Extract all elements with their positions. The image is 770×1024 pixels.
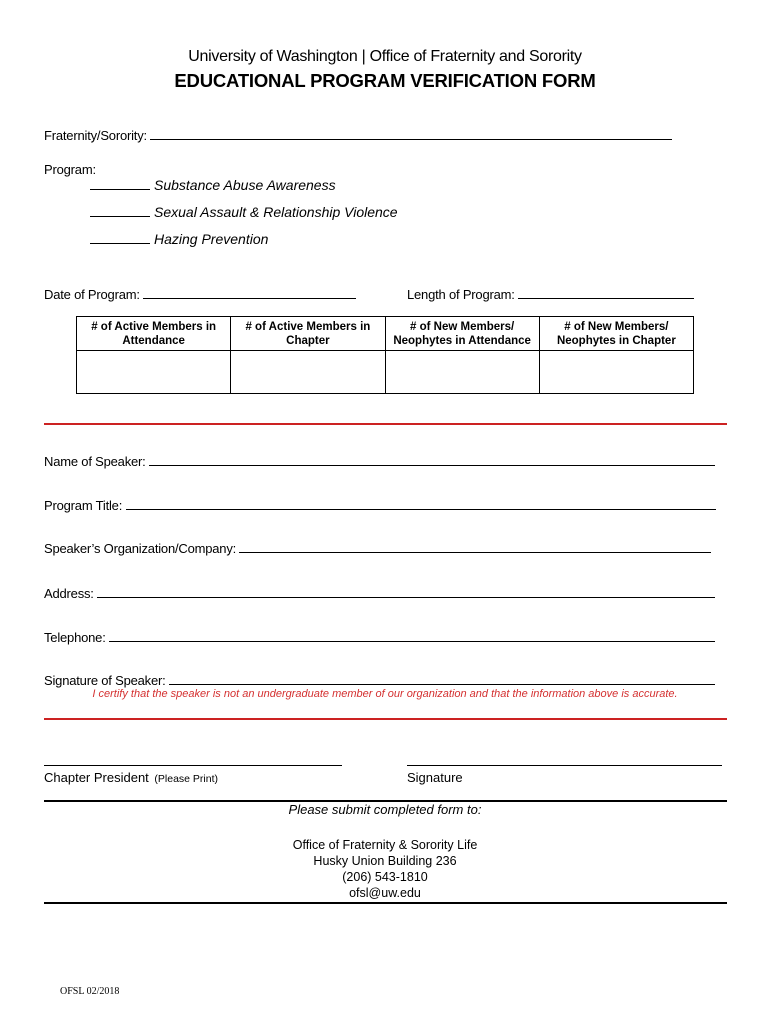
cell-new-attendance[interactable] bbox=[385, 351, 539, 394]
speaker-org-label: Speaker’s Organization/Company: bbox=[44, 541, 237, 556]
president-caption bbox=[44, 770, 218, 785]
office-email[interactable]: ofsl@uw.edu bbox=[349, 886, 421, 900]
address-label: Address: bbox=[44, 586, 94, 601]
president-signature-line[interactable] bbox=[407, 765, 722, 766]
table-row bbox=[77, 351, 694, 394]
form-title: EDUCATIONAL PROGRAM VERIFICATION FORM bbox=[174, 70, 596, 91]
office-name: Office of Fraternity & Sorority Life bbox=[292, 838, 478, 852]
col-new-attendance: # of New Members/ Neophytes in Attendance bbox=[385, 317, 539, 351]
program-option-label: Hazing Prevention bbox=[154, 231, 269, 247]
speaker-name-field[interactable] bbox=[44, 454, 715, 469]
program-option-label: Substance Abuse Awareness bbox=[154, 177, 336, 193]
form-version: OFSL 02/2018 bbox=[60, 986, 120, 997]
program-check-line[interactable] bbox=[90, 242, 150, 244]
program-title-label: Program Title: bbox=[44, 498, 123, 513]
attendance-table bbox=[76, 316, 694, 394]
cell-active-attendance[interactable] bbox=[77, 351, 231, 394]
table-header-row bbox=[77, 317, 694, 351]
address-field[interactable] bbox=[44, 586, 715, 601]
address-line[interactable] bbox=[97, 596, 715, 598]
speaker-org-line[interactable] bbox=[239, 551, 711, 553]
president-name-line[interactable] bbox=[44, 765, 342, 766]
fraternity-label: Fraternity/Sorority: bbox=[44, 128, 147, 143]
certify-statement: I certify that the speaker is not an undergraduate member of our organization and that the information above is accurate. bbox=[92, 688, 678, 700]
program-option-assault[interactable] bbox=[90, 204, 398, 220]
speaker-name-label: Name of Speaker: bbox=[44, 454, 146, 469]
speaker-signature-line[interactable] bbox=[169, 683, 715, 685]
telephone-line[interactable] bbox=[109, 640, 715, 642]
office-building: Husky Union Building 236 bbox=[313, 854, 457, 868]
submit-bottom-rule bbox=[44, 902, 727, 904]
program-check-line[interactable] bbox=[90, 215, 150, 217]
program-title-field[interactable] bbox=[44, 498, 716, 513]
section-divider bbox=[44, 423, 727, 425]
date-label: Date of Program: bbox=[44, 287, 140, 302]
president-note: (Please Print) bbox=[154, 773, 219, 785]
office-phone: (206) 543-1810 bbox=[342, 870, 428, 884]
telephone-label: Telephone: bbox=[44, 630, 106, 645]
program-option-hazing[interactable] bbox=[90, 231, 268, 247]
section-divider bbox=[44, 718, 727, 720]
speaker-name-line[interactable] bbox=[149, 464, 715, 466]
col-new-chapter: # of New Members/ Neophytes in Chapter bbox=[539, 317, 693, 351]
col-active-chapter: # of Active Members in Chapter bbox=[231, 317, 385, 351]
program-option-label: Sexual Assault & Relationship Violence bbox=[154, 204, 398, 220]
program-label: Program: bbox=[44, 162, 96, 177]
date-field[interactable] bbox=[44, 287, 356, 302]
speaker-signature-field[interactable] bbox=[44, 673, 715, 688]
telephone-field[interactable] bbox=[44, 630, 715, 645]
program-title-line[interactable] bbox=[126, 508, 716, 510]
president-label: Chapter President bbox=[44, 770, 149, 785]
cell-active-chapter[interactable] bbox=[231, 351, 385, 394]
signature-caption: Signature bbox=[407, 770, 463, 785]
length-line[interactable] bbox=[518, 297, 694, 299]
fraternity-field[interactable] bbox=[44, 128, 672, 143]
col-active-attendance: # of Active Members in Attendance bbox=[77, 317, 231, 351]
header-org: University of Washington | Office of Fraternity and Sorority bbox=[188, 48, 582, 65]
date-line[interactable] bbox=[143, 297, 356, 299]
cell-new-chapter[interactable] bbox=[539, 351, 693, 394]
speaker-signature-label: Signature of Speaker: bbox=[44, 673, 166, 688]
length-field[interactable] bbox=[407, 287, 694, 302]
fraternity-line[interactable] bbox=[150, 138, 672, 140]
program-option-substance[interactable] bbox=[90, 177, 336, 193]
submit-prompt: Please submit completed form to: bbox=[288, 802, 482, 817]
speaker-org-field[interactable] bbox=[44, 541, 711, 556]
length-label: Length of Program: bbox=[407, 287, 515, 302]
program-check-line[interactable] bbox=[90, 188, 150, 190]
